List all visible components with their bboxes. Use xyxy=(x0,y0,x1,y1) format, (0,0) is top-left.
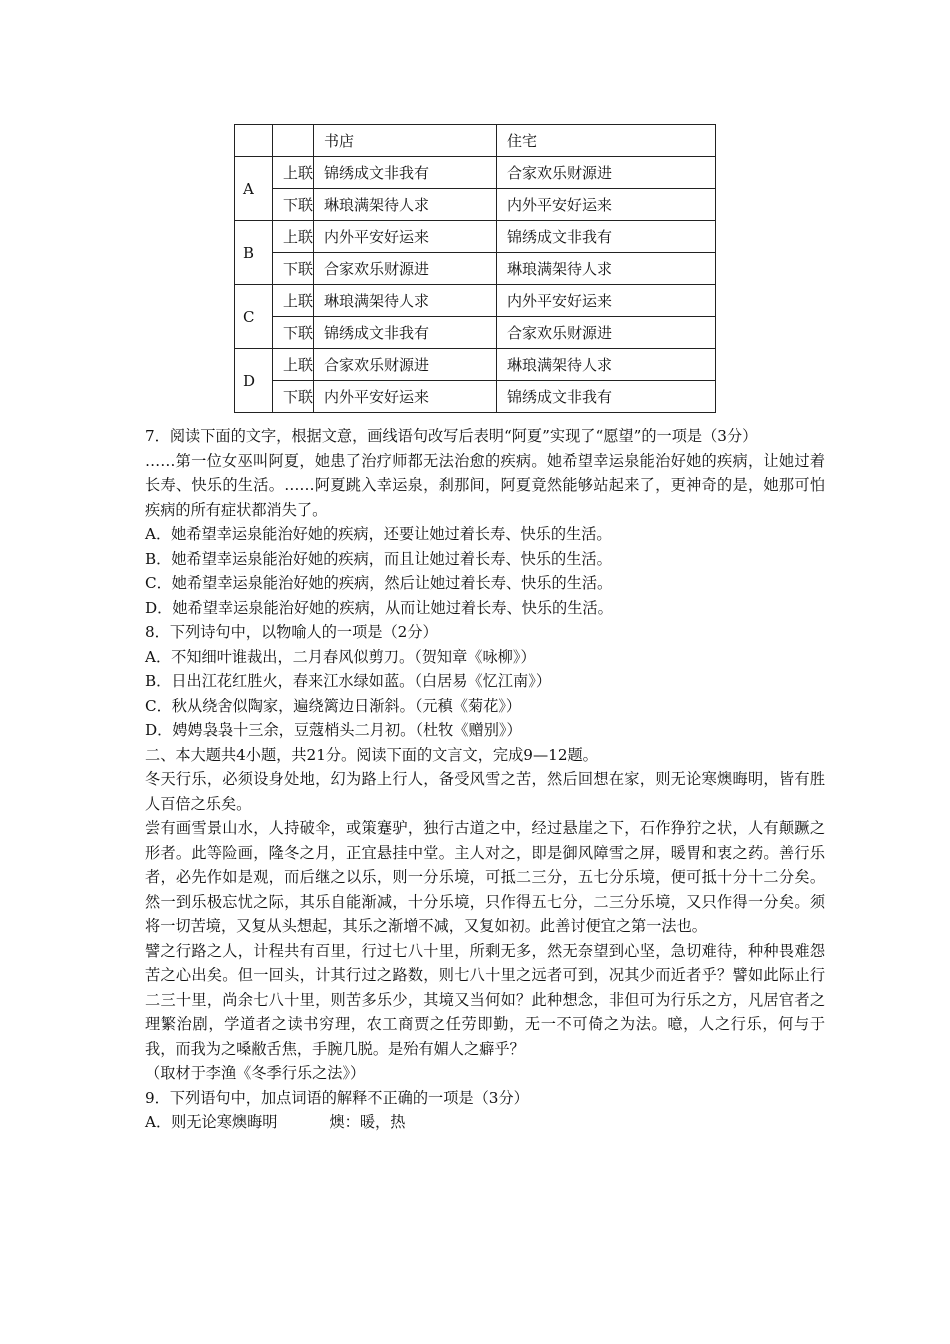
table-row xyxy=(235,317,716,349)
option-label: D xyxy=(235,349,273,413)
question-7-passage: ……第一位女巫叫阿夏，她患了治疗师都无法治愈的疾病。她希望幸运泉能治好她的疾病，让她过着长寿、快乐的生活。……阿夏跳入幸运泉，刹那间，阿夏竟然能够站起来了，更神奇的是，她那可怕疾病的所有症状都消失了。 xyxy=(145,451,825,519)
residence-couplet: 内外平安好运来 xyxy=(497,189,716,221)
question-7-option-a: A．她希望幸运泉能治好她的疾病，还要让她过着长寿、快乐的生活。 xyxy=(145,525,612,543)
question-9-option-a-gloss: 燠：暖，热 xyxy=(329,1113,406,1131)
residence-couplet: 内外平安好运来 xyxy=(497,285,716,317)
residence-couplet: 合家欢乐财源进 xyxy=(497,317,716,349)
option-label: A xyxy=(235,157,273,221)
bookstore-couplet: 合家欢乐财源进 xyxy=(314,253,497,285)
table-row xyxy=(235,349,716,381)
couplet-role: 下联 xyxy=(273,317,314,349)
header-cell-residence: 住宅 xyxy=(497,125,716,157)
question-9-option-a xyxy=(145,1110,825,1135)
bookstore-couplet: 锦绣成文非我有 xyxy=(314,317,497,349)
question-9-option-a-phrase: A．则无论寒燠晦明 xyxy=(145,1113,278,1131)
residence-couplet: 合家欢乐财源进 xyxy=(497,157,716,189)
question-8-stem: 8．下列诗句中，以物喻人的一项是（2分） xyxy=(145,623,438,641)
header-cell-option xyxy=(235,125,273,157)
option-label: C xyxy=(235,285,273,349)
question-8-option-a: A．不知细叶谁裁出，二月春风似剪刀。（贺知章《咏柳》） xyxy=(145,647,536,666)
bookstore-couplet: 琳琅满架待人求 xyxy=(314,189,497,221)
couplet-role: 下联 xyxy=(273,253,314,285)
bookstore-couplet: 合家欢乐财源进 xyxy=(314,349,497,381)
exam-text xyxy=(145,424,825,1135)
classical-passage-paragraph-2: 尝有画雪景山水，人持破伞，或策蹇驴，独行古道之中，经过悬崖之下，石作狰狞之状，人有颠蹶之形者。此等险画，隆冬之月，正宜悬挂中堂。主人对之，即是御风障雪之屏，暖胃和衷之药。善行乐者，必先作如是观，而后继之以乐，则一分乐境，可抵二三分，五七分乐境，便可抵十分十二分矣。然一到乐极忘忧之际，其乐自能渐减，十分乐境，只作得五七分，二三分乐境，又只作得一分矣。须将一切苦境，又复从头想起，其乐之渐增不减，又复如初。此善讨便宜之第一法也。 xyxy=(145,819,825,935)
question-7-option-b: B．她希望幸运泉能治好她的疾病，而且让她过着长寿、快乐的生活。 xyxy=(145,549,612,568)
header-cell-role xyxy=(273,125,314,157)
table-row xyxy=(235,221,716,253)
passage-source: （取材于李渔《冬季行乐之法》） xyxy=(145,1064,366,1082)
table-row xyxy=(235,381,716,413)
bookstore-couplet: 锦绣成文非我有 xyxy=(314,157,497,189)
couplet-table xyxy=(234,124,716,413)
table-row xyxy=(235,157,716,189)
residence-couplet: 琳琅满架待人求 xyxy=(497,349,716,381)
classical-passage-paragraph-3: 譬之行路之人，计程共有百里，行过七八十里，所剩无多，然无奈望到心坚，急切难待，种种畏难怨苦之心出矣。但一回头，计其行过之路数，则七八十里之远者可到，况其少而近者乎？譬如此际止行二三十里，尚余七八十里，则苦多乐少，其境又当何如？此种想念，非但可为行乐之方，凡居官者之理繁治剧，学道者之读书穷理，农工商贾之任劳即勤，无一不可倚之为法。噫，人之行乐，何与于我，而我为之嗓敝舌焦，手腕几脱。是殆有媚人之癖乎？ xyxy=(145,941,825,1058)
question-9-stem: 9．下列语句中，加点词语的解释不正确的一项是（3分） xyxy=(145,1088,529,1107)
bookstore-couplet: 内外平安好运来 xyxy=(314,221,497,253)
bookstore-couplet: 内外平安好运来 xyxy=(314,381,497,413)
question-8-option-b: B．日出江花红胜火，春来江水绿如蓝。（白居易《忆江南》） xyxy=(145,672,552,690)
residence-couplet: 锦绣成文非我有 xyxy=(497,381,716,413)
section-2-heading: 二、本大题共4小题，共21分。阅读下面的文言文，完成9—12题。 xyxy=(145,745,598,764)
couplet-role: 上联 xyxy=(273,157,314,189)
header-cell-bookstore: 书店 xyxy=(314,125,497,157)
question-7-stem: 7．阅读下面的文字，根据文意，画线语句改写后表明“阿夏”实现了“愿望”的一项是（3分） xyxy=(145,427,758,445)
couplet-role: 上联 xyxy=(273,349,314,381)
couplet-role: 上联 xyxy=(273,221,314,253)
question-8-option-d: D．娉娉袅袅十三余，豆蔻梢头二月初。（杜牧《赠别》） xyxy=(145,721,522,739)
couplet-role: 下联 xyxy=(273,189,314,221)
table-row xyxy=(235,285,716,317)
table-header-row xyxy=(235,125,716,157)
question-7-option-c: C．她希望幸运泉能治好她的疾病，然后让她过着长寿、快乐的生活。 xyxy=(145,574,613,592)
couplet-role: 下联 xyxy=(273,381,314,413)
question-8-option-c: C．秋从绕舍似陶家，遍绕篱边日渐斜。（元稹《菊花》） xyxy=(145,696,522,715)
couplet-role: 上联 xyxy=(273,285,314,317)
option-label: B xyxy=(235,221,273,285)
question-7-option-d: D．她希望幸运泉能治好她的疾病，从而让她过着长寿、快乐的生活。 xyxy=(145,598,613,617)
table-row xyxy=(235,253,716,285)
residence-couplet: 琳琅满架待人求 xyxy=(497,253,716,285)
bookstore-couplet: 琳琅满架待人求 xyxy=(314,285,497,317)
residence-couplet: 锦绣成文非我有 xyxy=(497,221,716,253)
classical-passage-paragraph-1: 冬天行乐，必须设身处地，幻为路上行人，备受风雪之苦，然后回想在家，则无论寒燠晦明，皆有胜人百倍之乐矣。 xyxy=(145,770,825,813)
table-row xyxy=(235,189,716,221)
